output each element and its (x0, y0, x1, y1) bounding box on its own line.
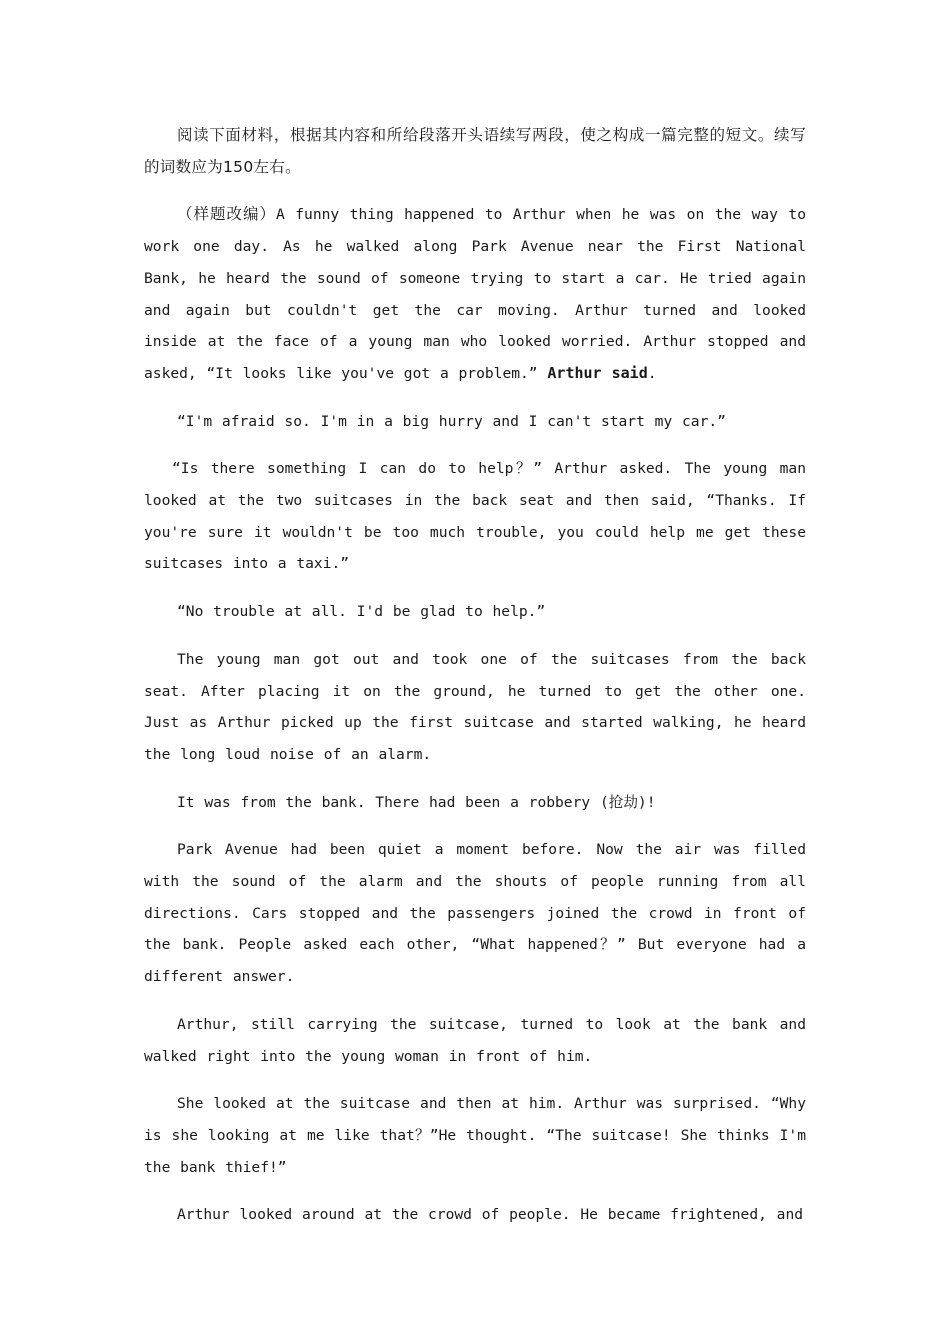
instruction-paragraph: 阅读下面材料，根据其内容和所给段落开头语续写两段，使之构成一篇完整的短文。续写的词数应为150左右。 (144, 126, 806, 176)
story-paragraph-8: Arthur, still carrying the suitcase, turned to look at the bank and walked right into the young woman in front of him. (144, 1015, 806, 1065)
story-paragraph-2: “I'm afraid so. I'm in a big hurry and I can't start my car.” (177, 412, 726, 430)
document-page (144, 120, 806, 1247)
story-paragraph-3: “Is there something I can do to help？” Arthur asked. The young man looked at the two suitcases in the back seat and then said, “Thanks. If you're sure it wouldn't be too much trouble, you could help me get these suitcases into a taxi.” (144, 460, 806, 573)
story-paragraph-1 (144, 199, 806, 389)
story-paragraph-10: Arthur looked around at the crowd of people. He became frightened, and (177, 1206, 804, 1224)
story-paragraph-5: The young man got out and took one of the suitcases from the back seat. After placing it on the ground, he turned to get the other one. Just as Arthur picked up the first suitcase and started walking, he heard the long loud noise of an alarm. (144, 650, 806, 763)
source-label: （样题改编） (177, 205, 276, 224)
story-paragraph-6: It was from the bank. There had been a robbery (抢劫)! (177, 793, 656, 811)
bold-phrase: Arthur said (547, 363, 648, 382)
story-paragraph-1-end: . (647, 364, 657, 382)
story-paragraph-4: “No trouble at all. I'd be glad to help.” (177, 603, 546, 621)
story-paragraph-1-text: A funny thing happened to Arthur when he was on the way to work one day. As he walked along Park Avenue near the First National Bank, he heard the sound of someone trying to start a car. He tried again and again but couldn't get the car moving. Arthur turned and looked inside at the face of a young man who looked worried. Arthur stopped and asked, “It looks like you've got a problem.” (144, 206, 806, 382)
story-paragraph-9: She looked at the suitcase and then at him. Arthur was surprised. “Why is she looking at me like that？”He thought. “The suitcase! She thinks I'm the bank thief!” (144, 1095, 806, 1176)
story-paragraph-7: Park Avenue had been quiet a moment before. Now the air was filled with the sound of the alarm and the shouts of people running from all directions. Cars stopped and the passengers joined the crowd in front of the bank. People asked each other, “What happened？” But everyone had a different answer. (144, 841, 806, 986)
